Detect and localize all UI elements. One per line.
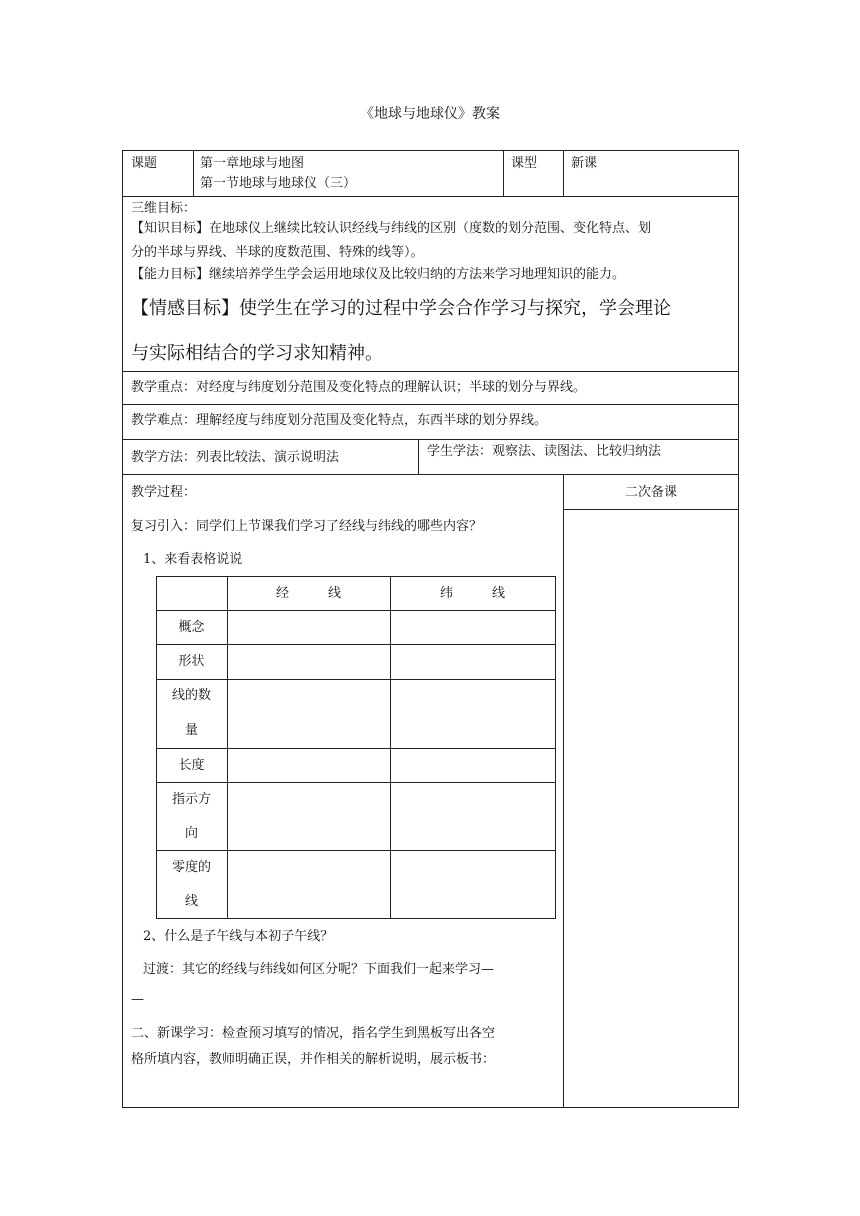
ability-objective: 【能力目标】继续培养学生学会运用地球仪及比较归纳的方法来学习地理知识的能力。 (131, 267, 626, 282)
table-row-label-cont: 量 (184, 723, 198, 738)
table-row-label-cont: 向 (184, 826, 198, 841)
new-lesson-line2: 格所填内容，教师明确正误，并作相关的解析说明，展示板书： (131, 1052, 496, 1067)
table-row-label: 线的数 (171, 688, 211, 703)
table-row-label: 指示方 (171, 792, 211, 807)
table-row-label-cont: 线 (184, 894, 198, 909)
transition-line2: — (131, 992, 144, 1007)
table-row-label: 长度 (178, 758, 205, 773)
course-title-line2: 第一节地球与地球仪（三） (200, 176, 357, 191)
review-intro: 复习引入：同学们上节课我们学习了经线与纬线的哪些内容？ (131, 519, 483, 534)
process-heading: 教学过程： (131, 485, 197, 500)
table-row-label: 形状 (178, 654, 205, 669)
table-header-longitude: 经 线 (275, 586, 341, 601)
learning-method: 学生学法：观察法、读图法、比较归纳法 (427, 444, 662, 459)
knowledge-objective-line1: 【知识目标】在地球仪上继续比较认识经线与纬线的区别（度数的划分范围、变化特点、划 (131, 221, 652, 236)
table-row-label: 概念 (178, 620, 205, 635)
second-preparation-heading: 二次备课 (624, 485, 677, 500)
new-lesson-line1: 二、新课学习：检查预习填写的情况，指名学生到黑板写出各空 (131, 1026, 496, 1041)
table-row-label: 零度的 (171, 860, 211, 875)
course-title-line1: 第一章地球与地图 (200, 156, 305, 171)
emotion-objective-line1: 【情感目标】使学生在学习的过程中学会合作学习与探究，学会理论 (131, 298, 671, 319)
transition-line1: 过渡：其它的经线与纬线如何区分呢？下面我们一起来学习— (143, 962, 495, 977)
key-point: 教学重点：对经度与纬度划分范围及变化特点的理解认识；半球的划分与界线。 (131, 380, 587, 395)
step-2: 2、什么是子午线与本初子午线？ (143, 929, 334, 944)
emotion-objective-line2: 与实际相结合的学习求知精神。 (131, 343, 383, 364)
teaching-method: 教学方法：列表比较法、演示说明法 (131, 450, 340, 465)
step-1: 1、来看表格说说 (143, 552, 243, 567)
table-header-latitude: 纬 线 (439, 586, 505, 601)
document-title: 《地球与地球仪》教案 (360, 106, 500, 122)
course-type-label: 课型 (511, 156, 538, 171)
difficulty: 教学难点：理解经度与纬度划分范围及变化特点，东西半球的划分界线。 (131, 413, 548, 428)
course-type-value: 新课 (571, 156, 598, 171)
course-label: 课题 (131, 156, 158, 171)
objectives-heading: 三维目标： (131, 201, 197, 216)
knowledge-objective-line2: 分的半球与界线、半球的度数范围、特殊的线等）。 (131, 245, 424, 260)
